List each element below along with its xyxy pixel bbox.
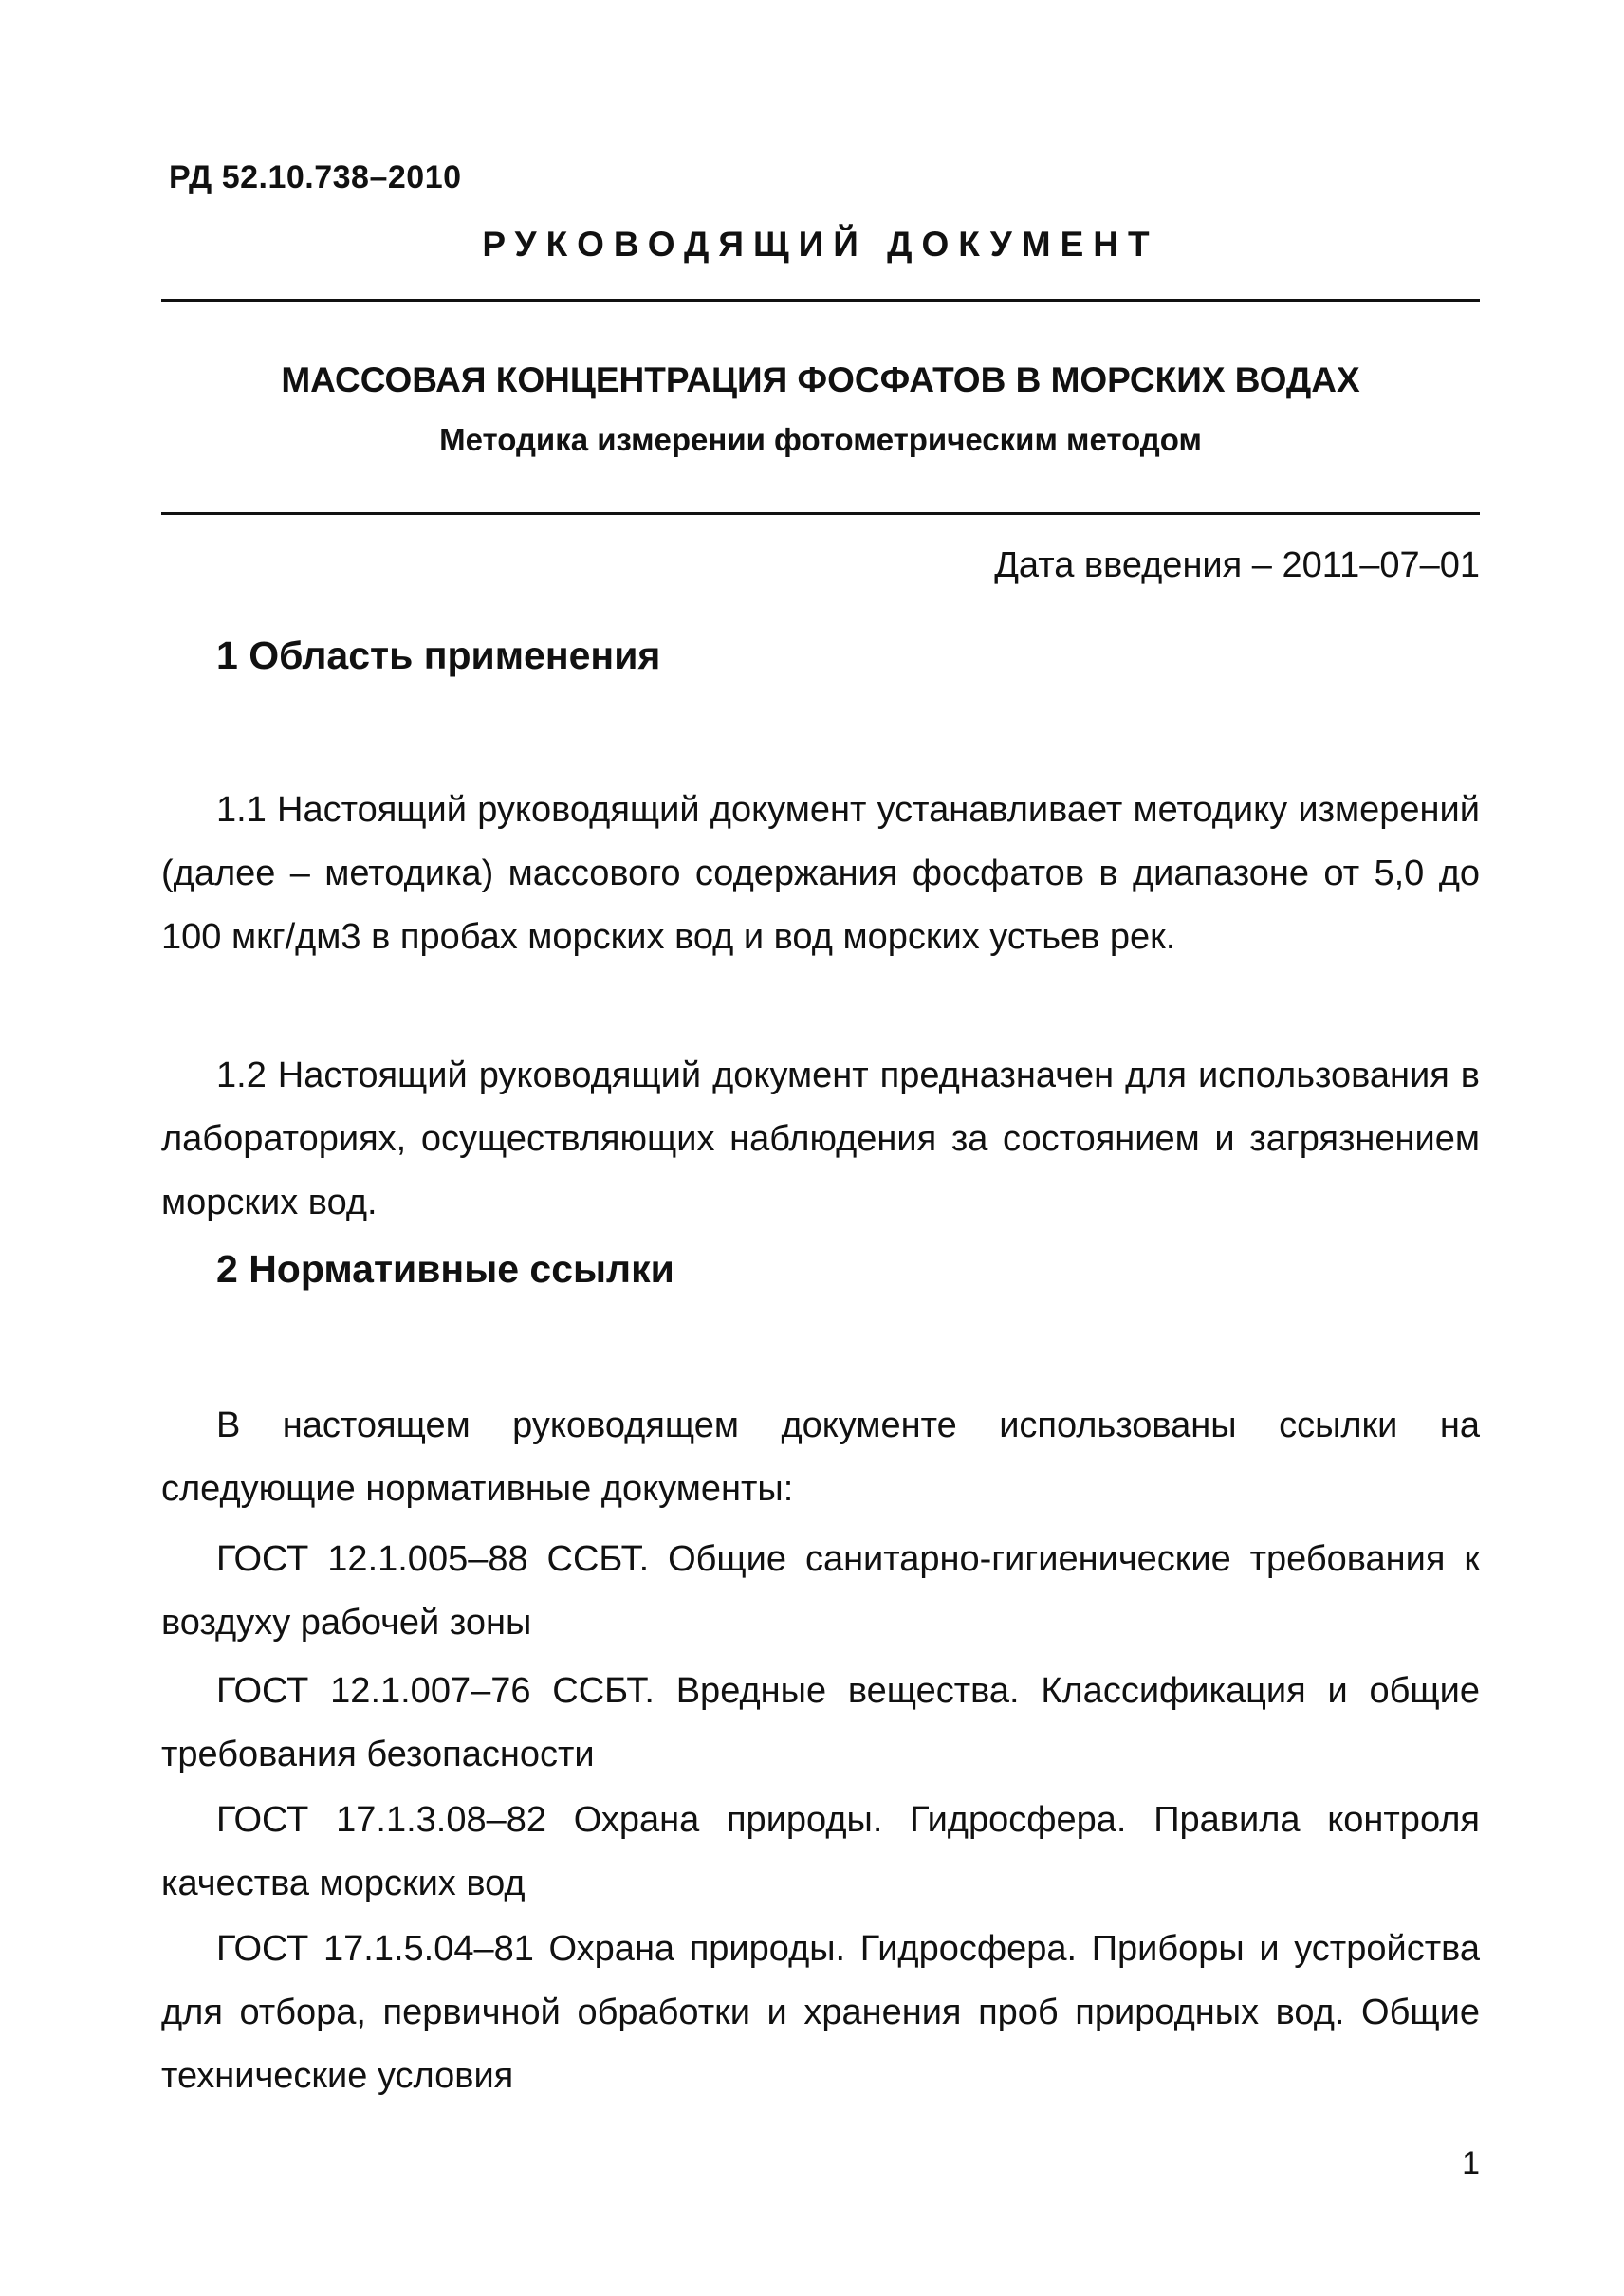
paragraph-references-intro: В настоящем руководящем документе использованы ссылки на следующие нормативные документы: (161, 1405, 1480, 1509)
reference-gost-12-1-005: ГОСТ 12.1.005–88 ССБТ. Общие санитарно-гигиенические требования к воздуху рабочей зоны (161, 1539, 1480, 1643)
reference-gost-17-1-3-08: ГОСТ 17.1.3.08–82 Охрана природы. Гидросфера. Правила контроля качества морских вод (161, 1800, 1480, 1903)
paragraph-1-1: 1.1 Настоящий руководящий документ устанавливает методику измерений (далее – методика) массового содержания фосфатов в диапазоне от 5,0 до 100 мкг/дм3 в пробах морских вод и вод морских устьев рек. (161, 790, 1480, 957)
introduction-date: Дата введения – 2011–07–01 (994, 545, 1480, 585)
document-title: МАССОВАЯ КОНЦЕНТРАЦИЯ ФОСФАТОВ В МОРСКИХ ВОДАХ (281, 360, 1360, 399)
reference-gost-12-1-007: ГОСТ 12.1.007–76 ССБТ. Вредные вещества. Классификация и общие требования безопасности (161, 1671, 1480, 1774)
document-subtitle: Методика измерении фотометрическим методом (439, 422, 1202, 457)
page-number: 1 (1462, 2145, 1480, 2181)
document-code: РД 52.10.738–2010 (169, 159, 462, 195)
paragraph-1-2: 1.2 Настоящий руководящий документ предназначен для использования в лабораториях, осуществляющих наблюдения за состоянием и загрязнением морских вод. (161, 1056, 1480, 1222)
top-divider (161, 299, 1480, 302)
reference-gost-17-1-5-04: ГОСТ 17.1.5.04–81 Охрана природы. Гидросфера. Приборы и устройства для отбора, первичной обработки и хранения проб природных вод. Общие технические условия (161, 1929, 1480, 2096)
section-heading-scope: 1 Область применения (216, 634, 661, 677)
document-type: РУКОВОДЯЩИЙ ДОКУМЕНТ (482, 225, 1159, 264)
section-heading-normative-references: 2 Нормативные ссылки (216, 1247, 674, 1291)
title-divider (161, 512, 1480, 515)
